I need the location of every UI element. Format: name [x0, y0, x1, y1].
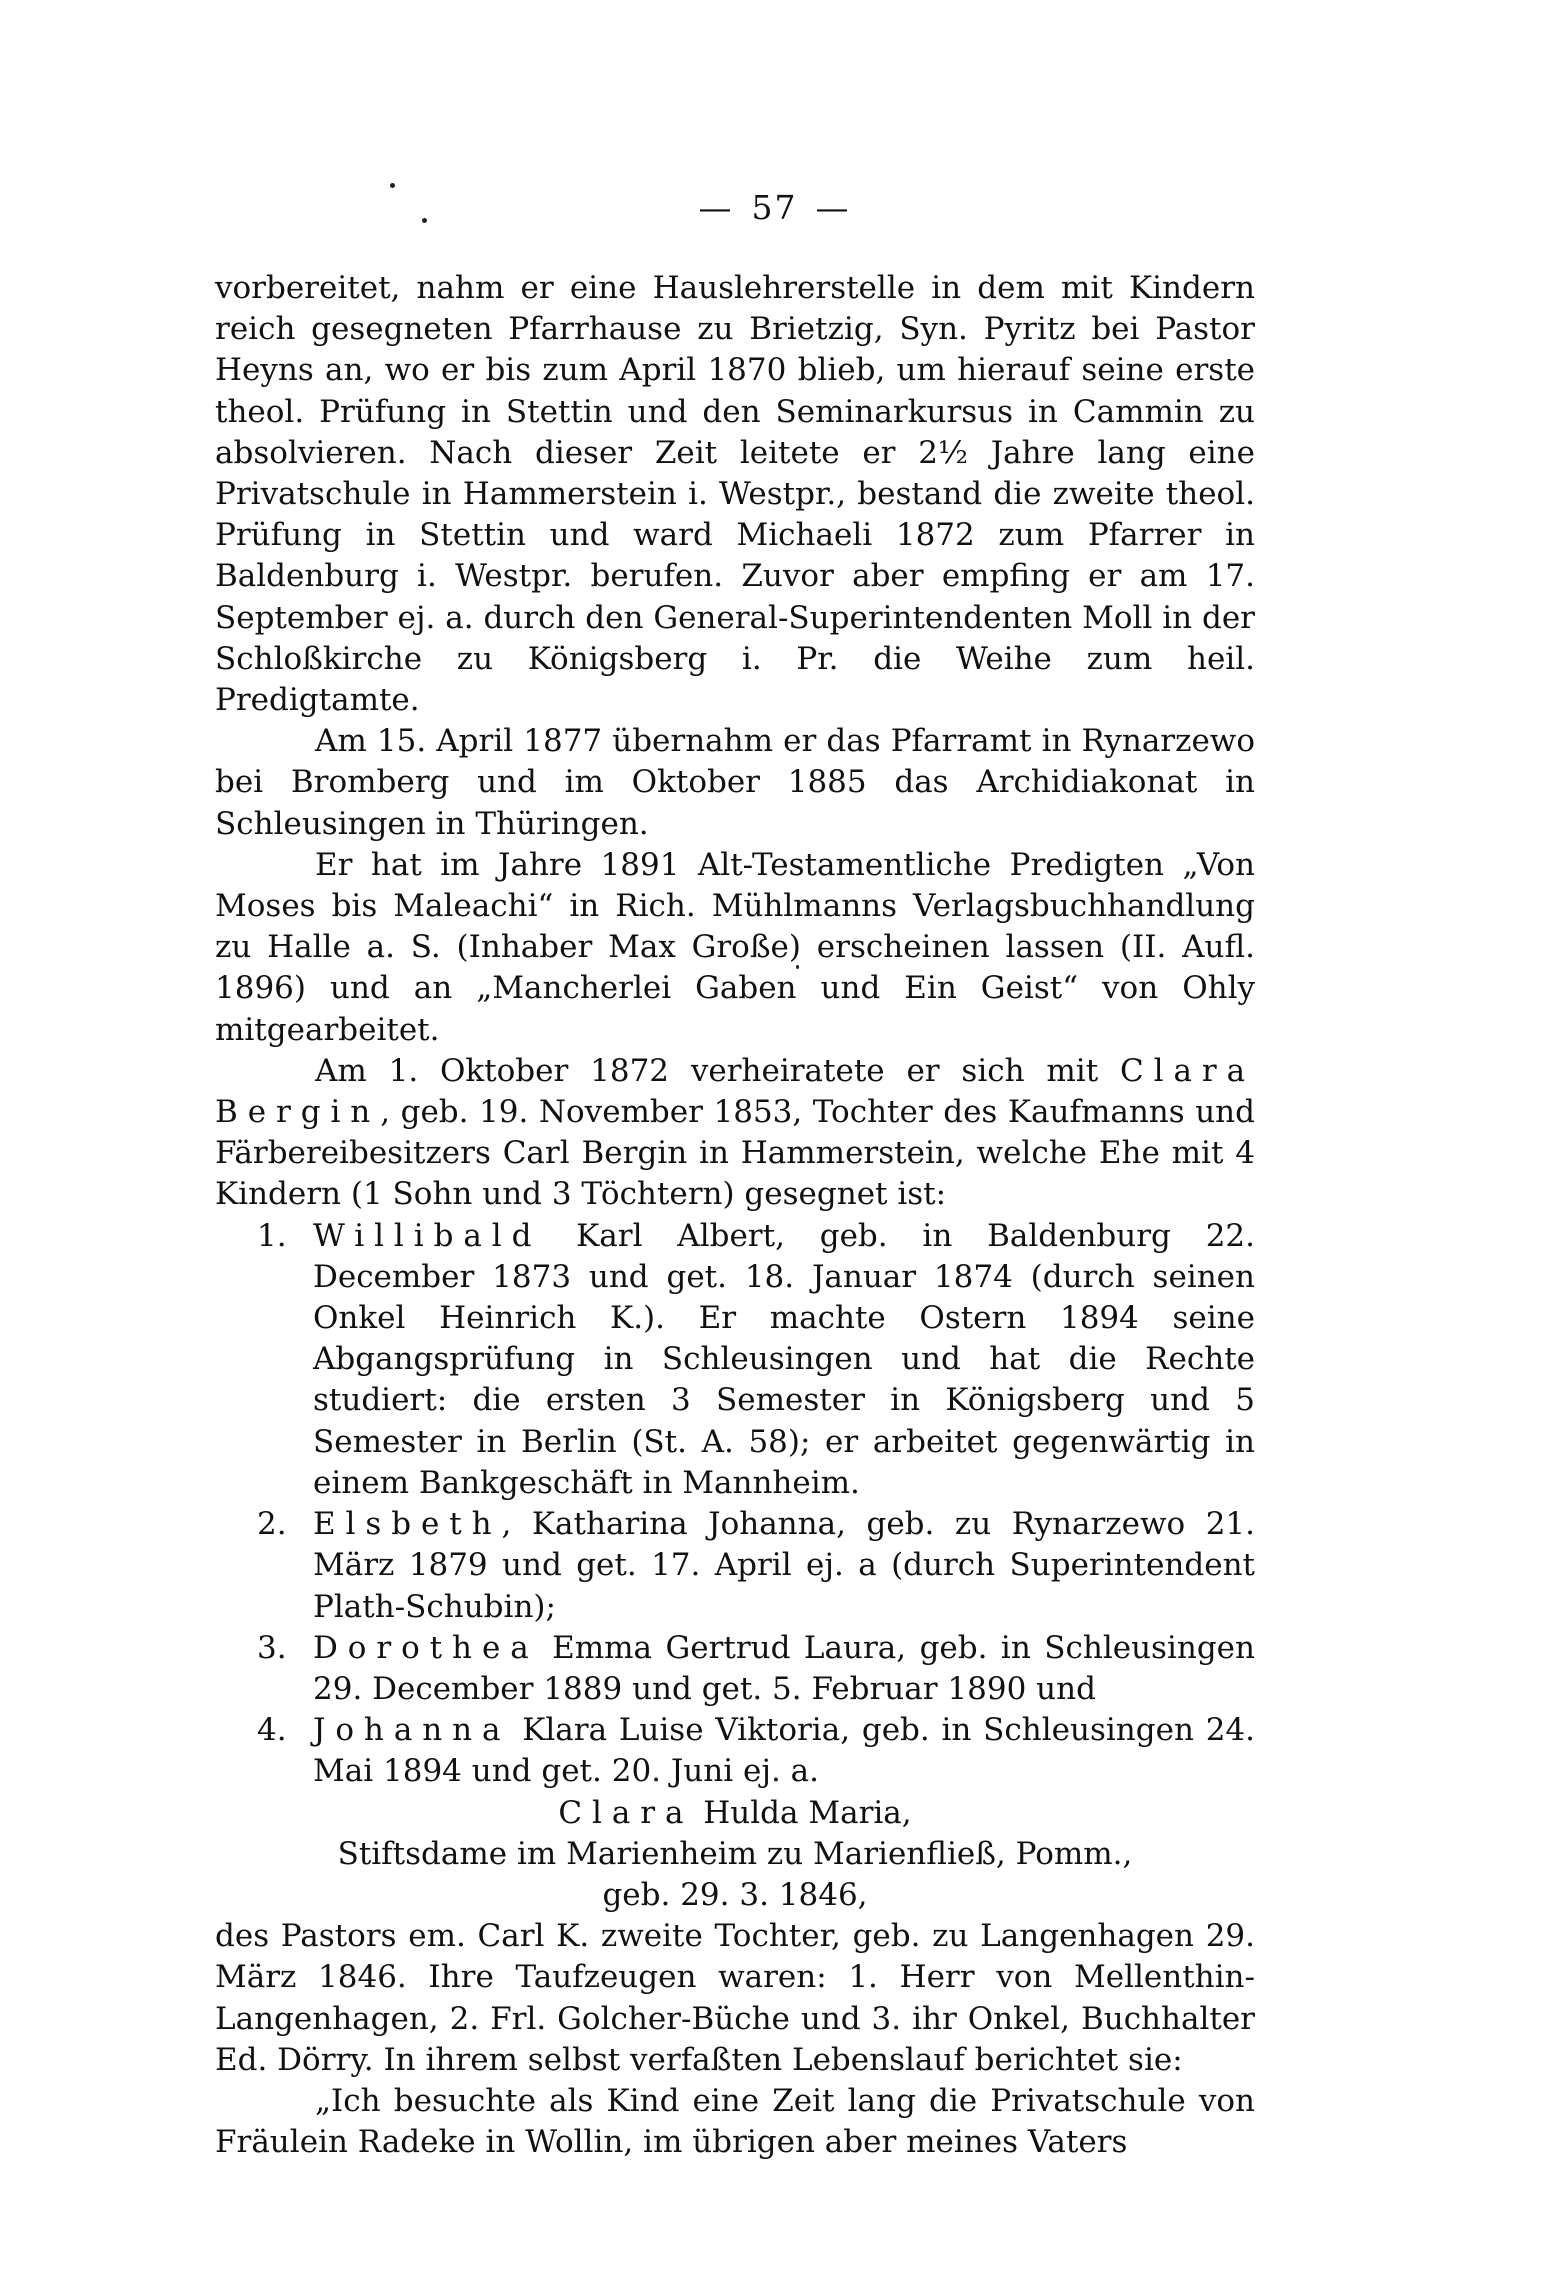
list-item: [215, 1504, 1255, 1628]
child-name: Johanna: [313, 1712, 511, 1749]
paragraph-final: des Pastors em. Carl K. zweite Tochter, geb. zu Langenhagen 29. März 1846. Ihre Taufzeugen waren: 1. Herr von Mellenthin-Langenhagen, 2. Frl. Golcher-Büche und 3. ihr Onkel, Buchhalter Ed. Dörry. In ihrem selbst verfaßten Lebenslauf berichtet sie:: [215, 1918, 1255, 2078]
list-item-number: 3.: [257, 1629, 287, 1666]
paragraph-4: [215, 1051, 1255, 1216]
page-number-value: 57: [751, 188, 798, 227]
paragraph-quote: „Ich besuchte als Kind eine Zeit lang die Privatschule von Fräulein Radeke in Wollin, im übrigen aber meines Vaters: [215, 2082, 1255, 2161]
paragraph-2: Am 15. April 1877 übernahm er das Pfarramt in Rynarzewo bei Bromberg und im Oktober 1885 das Archidiakonat in Schleusingen in Thüringen.: [215, 723, 1255, 842]
list-item-number: 1.: [257, 1217, 287, 1254]
paragraph-1: vorbereitet, nahm er eine Hauslehrerstelle in dem mit Kindern reich gesegneten Pfarrhause zu Brietzig, Syn. Pyritz bei Pastor Heyns an, wo er bis zum April 1870 blieb, um hierauf seine erste theol. Prüfung in Stettin und den Seminarkursus in Cammin zu absolvieren. Nach dieser Zeit leitete er 2½ Jahre lang eine Privatschule in Hammerstein i. Westpr., bestand die zweite theol. Prüfung in Stettin und ward Michaeli 1872 zum Pfarrer in Baldenburg i. Westpr. berufen. Zuvor aber empfing er am 17. September ej. a. durch den General-Superintendenten Moll in der Schloßkirche zu Königsberg i. Pr. die Weihe zum heil. Predigtamte.: [215, 270, 1255, 719]
section-heading-line-3: geb. 29. 3. 1846,: [602, 1876, 868, 1913]
child-details: , Katharina Johanna, geb. zu Rynarzewo 21. März 1879 und get. 17. April ej. a (durch Superintendent Plath-Schubin);: [313, 1506, 1255, 1625]
body-text: [215, 268, 1255, 2163]
child-name: Elsbeth: [313, 1506, 502, 1543]
page-number-dash-right: —: [815, 188, 851, 227]
section-heading-line-1: [215, 1793, 1255, 1834]
child-details: Karl Albert, geb. in Baldenburg 22. December 1873 und get. 18. Januar 1874 (durch seinen Onkel Heinrich K.). Er machte Ostern 1894 seine Abgangsprüfung in Schleusingen und hat die Rechte studiert: die ersten 3 Semester in Königsberg und 5 Semester in Berlin (St. A. 58); er arbeitet gegenwärtig in einem Bankgeschäft in Mannheim.: [313, 1217, 1255, 1501]
list-item: [215, 1710, 1255, 1792]
page-number-dash-left: —: [698, 188, 734, 227]
child-name: Willibald: [313, 1217, 542, 1254]
page-number: [0, 188, 1549, 227]
child-name: Dorothea: [313, 1629, 539, 1666]
paragraph-4-intro: Am 1. Oktober 1872 verheiratete er sich mit: [315, 1052, 1099, 1089]
list-item-number: 4.: [257, 1712, 287, 1749]
paragraph-4-rest: , geb. 19. November 1853, Tochter des Kaufmanns und Färbereibesitzers Carl Bergin in Hammerstein, welche Ehe mit 4 Kindern (1 Sohn und 3 Töchtern) gesegnet ist:: [215, 1094, 1255, 1213]
list-item-number: 2.: [257, 1506, 287, 1543]
list-item: [215, 1216, 1255, 1504]
paragraph-3: Er hat im Jahre 1891 Alt-Testamentliche Predigten „Von Moses bis Maleachi“ in Rich. Mühlmanns Verlagsbuchhandlung zu Halle a. S. (Inhaber Max Große) erscheinen lassen (II. Aufl. 1896) und an „Mancherlei Gaben und Ein Geist“ von Ohly mitgearbeitet.: [215, 846, 1255, 1048]
children-list: [215, 1216, 1255, 1793]
heading-name-rest: Hulda Maria,: [693, 1794, 912, 1831]
spouse-name: Clara Bergin: [215, 1052, 1255, 1131]
section-heading-line-2: Stiftsdame im Marienheim zu Marienfließ, Pomm.,: [337, 1835, 1133, 1872]
list-item: [215, 1628, 1255, 1710]
child-details: Klara Luise Viktoria, geb. in Schleusingen 24. Mai 1894 und get. 20. Juni ej. a.: [313, 1712, 1255, 1790]
child-details: Emma Gertrud Laura, geb. in Schleusingen 29. December 1889 und get. 5. Februar 1890 und: [313, 1629, 1255, 1707]
heading-name: Clara: [558, 1794, 694, 1831]
